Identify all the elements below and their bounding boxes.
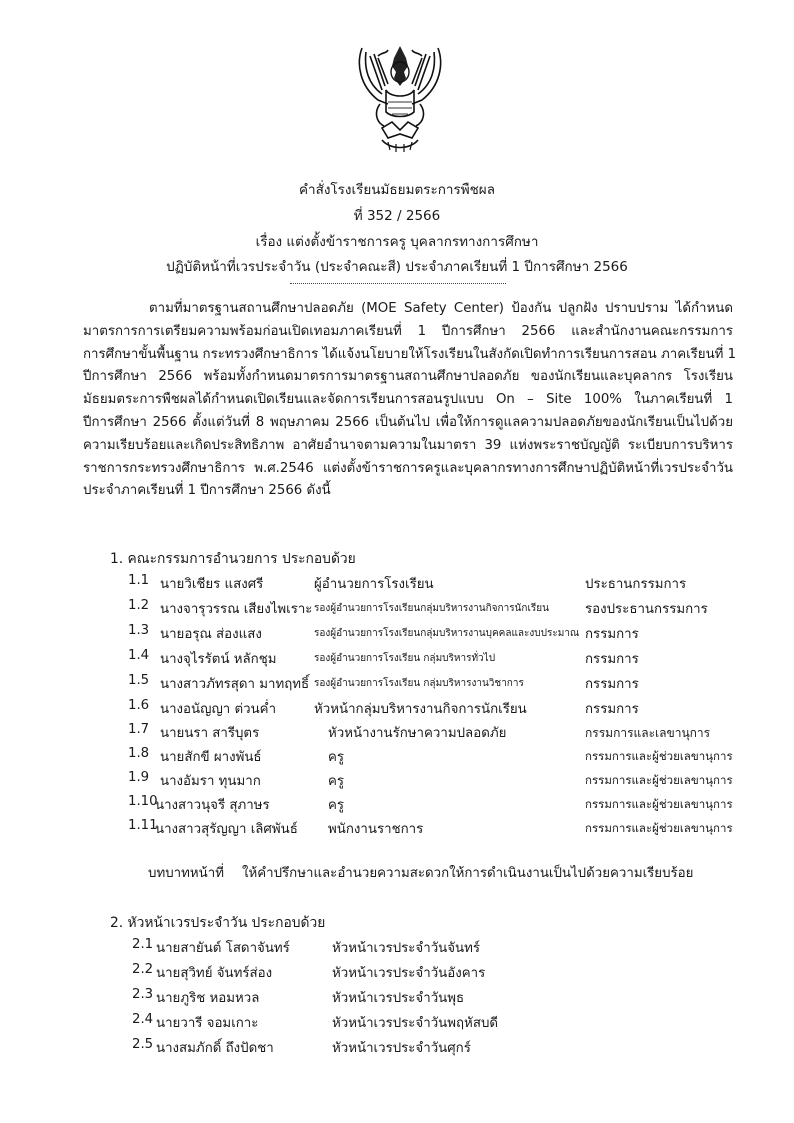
row-number: 1.4 — [128, 648, 150, 663]
row-number: 1.7 — [128, 722, 150, 737]
member-name: นายอรุณ ส่องแสง — [160, 627, 262, 642]
separator-line — [290, 283, 506, 284]
member-position: หัวหน้าเวรประจำวันพฤหัสบดี — [332, 1016, 499, 1031]
row-number: 1.2 — [128, 598, 150, 613]
member-name: นางอัมรา ทุนมาก — [160, 774, 261, 789]
row-number: 1.1 — [128, 573, 150, 588]
garuda-emblem-icon — [352, 42, 448, 154]
member-position: ครู — [328, 750, 345, 765]
body-line: มัธยมตระการพืชผลได้กำหนดเปิดเรียนและจัดการเรียนการสอนรูปแบบ On – Site 100% ในภาคเรียนที่ 1 — [83, 392, 733, 408]
member-role: กรรมการ — [585, 627, 639, 642]
duty-text: ให้คำปรึกษาและอำนวยความสะดวกให้การดำเนินงานเป็นไปด้วยความเรียบร้อย — [241, 866, 694, 881]
member-name: นายนรา สารีบุตร — [160, 726, 260, 741]
member-name: นายภูริช หอมหวล — [156, 991, 260, 1006]
member-role: กรรมการและเลขานุการ — [585, 726, 711, 740]
member-position: หัวหน้ากลุ่มบริหารงานกิจการนักเรียน — [314, 702, 527, 717]
row-number: 2.1 — [132, 937, 154, 952]
member-role: ประธานกรรมการ — [585, 577, 687, 592]
row-number: 1.5 — [128, 673, 150, 688]
member-role: กรรมการ — [585, 652, 639, 667]
order-number: ที่ 352 / 2566 — [353, 208, 441, 224]
row-number: 1.9 — [128, 770, 150, 785]
member-position: ผู้อำนวยการโรงเรียน — [314, 577, 434, 592]
row-number: 1.3 — [128, 623, 150, 638]
member-role: กรรมการและผู้ช่วยเลขานุการ — [585, 773, 733, 787]
row-number: 2.4 — [132, 1012, 154, 1027]
body-line: ราชการกระทรวงศึกษาธิการ พ.ศ.2546 แต่งตั้งข้าราชการครูและบุคลากรทางการศึกษาปฏิบัติหน้าที่เวรประจำวัน — [83, 460, 733, 476]
subject-line-1: เรื่อง แต่งตั้งข้าราชการครู บุคลากรทางการศึกษา — [255, 234, 539, 250]
body-line: ปีการศึกษา 2566 ตั้งแต่วันที่ 8 พฤษภาคม 2566 เป็นต้นไป เพื่อให้การดูแลความปลอดภัยของนักเรียนเป็นไปด้วย — [83, 414, 733, 430]
body-line: การศึกษาขั้นพื้นฐาน กระทรวงศึกษาธิการ ได้แจ้งนโยบายให้โรงเรียนในสังกัดเปิดทำการเรียนการสอน ภาคเรียนที่ 1 — [83, 346, 737, 362]
member-name: นางสมภักดิ์ ถึงปัดชา — [156, 1041, 274, 1056]
member-name: นางจารุวรรณ เสียงไพเราะ — [160, 602, 313, 617]
row-number: 1.6 — [128, 698, 150, 713]
member-name: นายวารี จอมเกาะ — [156, 1016, 259, 1031]
member-position: รองผู้อำนวยการโรงเรียนกลุ่มบริหารงานกิจการนักเรียน — [314, 603, 549, 614]
row-number: 1.11 — [128, 818, 158, 833]
row-number: 1.10 — [128, 794, 158, 809]
member-role: รองประธานกรรมการ — [585, 602, 708, 617]
row-number: 2.2 — [132, 962, 154, 977]
member-role: กรรมการ — [585, 677, 639, 692]
member-name: นางสาวสุรัญญา เลิศพันธ์ — [155, 822, 298, 837]
member-position: พนักงานราชการ — [328, 822, 424, 837]
order-title: คำสั่งโรงเรียนมัธยมตระการพืชผล — [298, 182, 495, 198]
row-number: 2.3 — [132, 987, 154, 1002]
member-position: ครู — [328, 798, 345, 813]
member-role: กรรมการ — [585, 702, 639, 717]
member-position: หัวหน้าเวรประจำวันศุกร์ — [332, 1041, 471, 1056]
member-role: กรรมการและผู้ช่วยเลขานุการ — [585, 797, 733, 811]
body-line: มาตรการการเตรียมความพร้อมก่อนเปิดเทอมภาคเรียนที่ 1 ปีการศึกษา 2566 และสำนักงานคณะกรรมการ — [83, 323, 733, 339]
member-position: หัวหน้าเวรประจำวันอังคาร — [332, 966, 486, 981]
member-position: รองผู้อำนวยการโรงเรียนกลุ่มบริหารงานบุคคลและงบประมาณ — [314, 628, 580, 639]
member-position: รองผู้อำนวยการโรงเรียน กลุ่มบริหารทั่วไป — [314, 653, 496, 664]
member-position: รองผู้อำนวยการโรงเรียน กลุ่มบริหารงานวิชาการ — [314, 678, 524, 689]
duty-statement — [148, 862, 693, 883]
member-name: นางจุไรรัตน์ หลักชุม — [160, 652, 277, 667]
member-name: นางสาวภัทรสุดา มาทฤทธิ์ — [160, 677, 310, 692]
member-role: กรรมการและผู้ช่วยเลขานุการ — [585, 749, 733, 763]
row-number: 1.8 — [128, 746, 150, 761]
member-name: นายสายันต์ โสดาจันทร์ — [156, 941, 290, 956]
member-role: กรรมการและผู้ช่วยเลขานุการ — [585, 821, 733, 835]
body-line: ความเรียบร้อยและเกิดประสิทธิภาพ อาศัยอำนาจตามความในมาตรา 39 แห่งพระราชบัญญัติ ระเบียบการบริหาร — [83, 437, 733, 453]
subject-line-2: ปฏิบัติหน้าที่เวรประจำวัน (ประจำคณะสี) ประจำภาคเรียนที่ 1 ปีการศึกษา 2566 — [166, 259, 628, 275]
member-position: หัวหน้างานรักษาความปลอดภัย — [328, 726, 507, 741]
member-name: นางอนัญญา ต่วนค่ำ — [160, 702, 277, 717]
member-name: นายสักขี ผางพันธ์ — [160, 750, 262, 765]
member-position: ครู — [328, 774, 345, 789]
member-position: หัวหน้าเวรประจำวันจันทร์ — [332, 941, 481, 956]
body-line: ประจำภาคเรียนที่ 1 ปีการศึกษา 2566 ดังนี้ — [83, 483, 331, 499]
member-name: นายวิเชียร แสงศรี — [160, 577, 264, 592]
member-name: นายสุวิทย์ จันทร์ส่อง — [156, 966, 273, 981]
body-line: ตามที่มาตรฐานสถานศึกษาปลอดภัย (MOE Safety Center) ป้องกัน ปลูกฝัง ปราบปราม ได้กำหนด — [149, 301, 733, 316]
body-paragraph — [83, 298, 737, 503]
section-1-heading: 1. คณะกรรมการอำนวยการ ประกอบด้วย — [110, 551, 356, 567]
body-line: ปีการศึกษา 2566 พร้อมทั้งกำหนดมาตรการมาตรฐานสถานศึกษาปลอดภัย ของนักเรียนและบุคลากร โรงเรียน — [83, 369, 733, 385]
row-number: 2.5 — [132, 1037, 154, 1052]
member-name: นางสาวนุจรี สุภาษร — [155, 798, 270, 813]
member-position: หัวหน้าเวรประจำวันพุธ — [332, 991, 465, 1006]
section-2-heading: 2. หัวหน้าเวรประจำวัน ประกอบด้วย — [110, 915, 326, 931]
duty-label: บทบาทหน้าที่ — [148, 866, 224, 881]
